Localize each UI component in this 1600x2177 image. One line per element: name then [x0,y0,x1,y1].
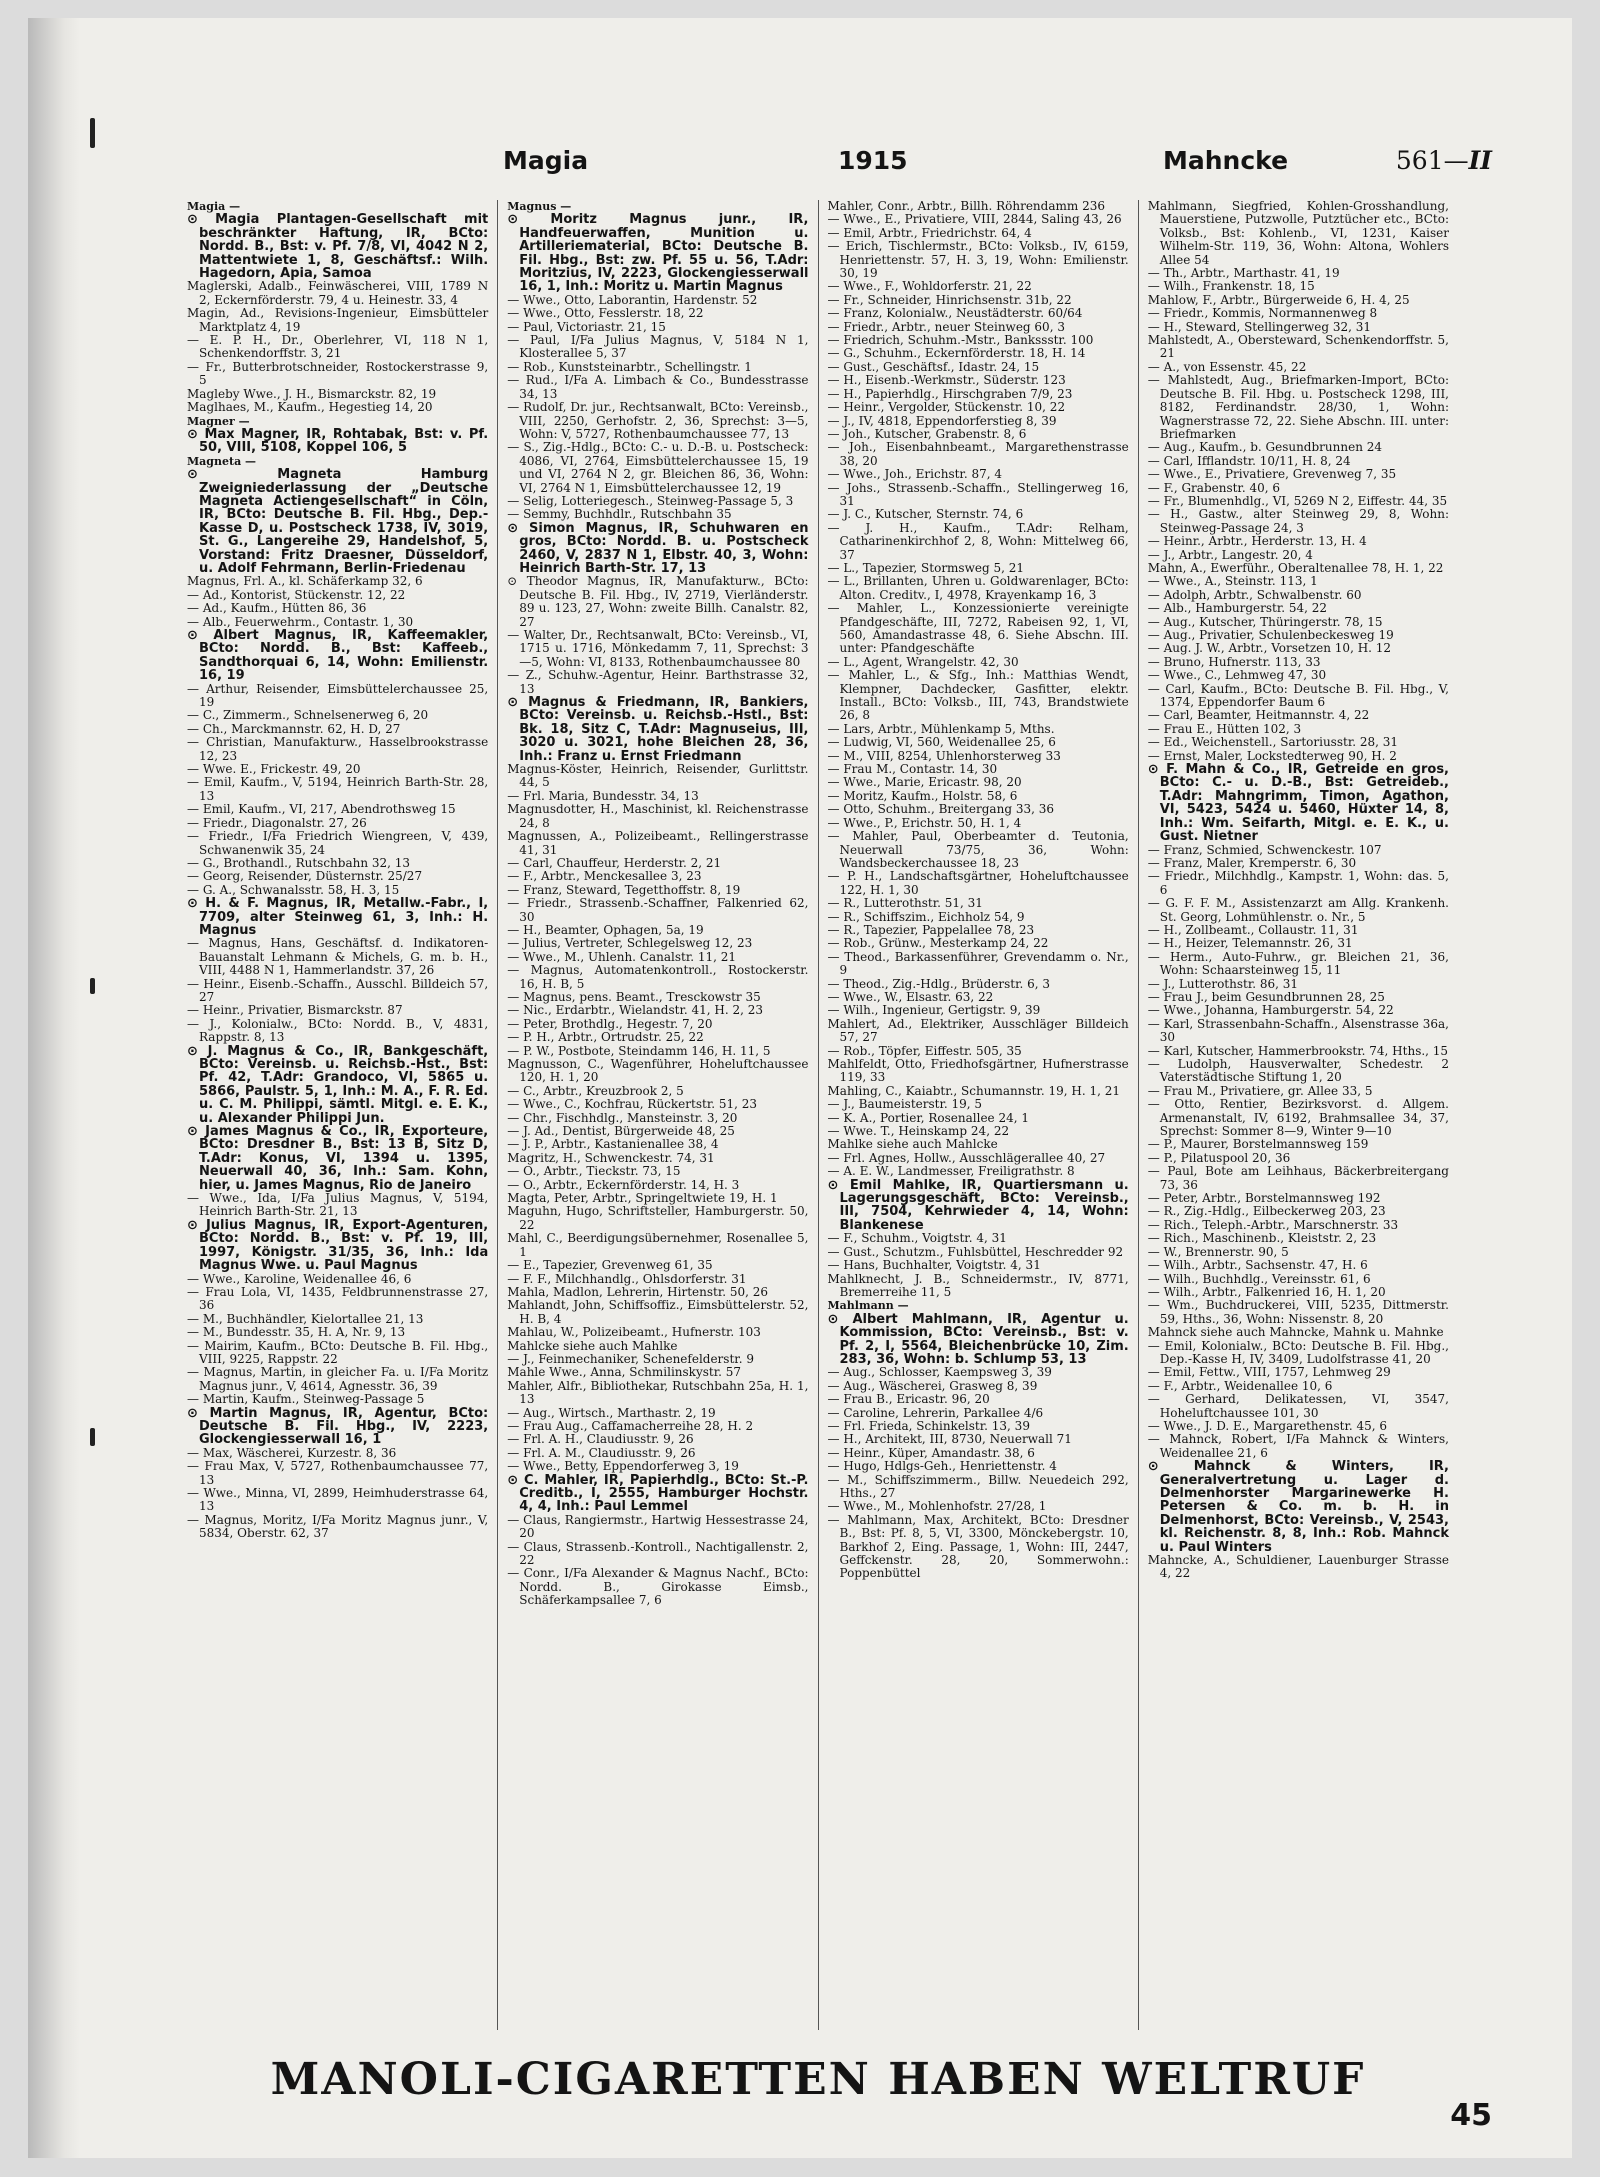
directory-entry: — Fr., Butterbrotschneider, Rostockerstrasse 9, 5 [187,359,489,388]
directory-entry: — Wilh., Arbtr., Falkenried 16, H. 1, 20 [1147,1284,1386,1299]
directory-entry: — G., Schuhm., Eckernförderstr. 18, H. 14 [827,346,1086,361]
directory-entry: — Heinr., Arbtr., Herderstr. 13, H. 4 [1147,534,1367,549]
directory-entry: — W., Brennerstr. 90, 5 [1147,1244,1289,1259]
directory-entry: — J., Baumeisterstr. 19, 5 [827,1097,983,1112]
firm-entry: ⊙ Magnus & Friedmann, IR, Bankiers, BCto: Vereinsb. u. Reichsb.-Hstl., Bst: Bk. 18, Sitz C, T.Adr: Magnuseius, III, 3020 u. 3021, hohe Bleichen 28, 36, Inh.: Franz u. Ernst Friedmann [507,695,809,764]
running-head [178,146,1492,186]
directory-entry: — J., Feinmechaniker, Schenefelderstr. 9 [507,1351,754,1366]
directory-entry: — Ad., Kaufm., Hütten 86, 36 [187,601,367,616]
directory-entry: — Frl. A. H., Claudiusstr. 9, 26 [507,1432,694,1447]
directory-entry: — Wwe., Otto, Laborantin, Hardenstr. 52 [507,292,758,307]
directory-entry: — Wwe., Ida, I/Fa Julius Magnus, V, 5194, Heinrich Barth-Str. 21, 13 [187,1191,489,1219]
directory-entry: Mahlandt, John, Schiffsoffiz., Eimsbüttelerstr. 52, H. B, 4 [507,1298,809,1326]
firm-entry: ⊙ J. Magnus & Co., IR, Bankgeschäft, BCto: Vereinsb. u. Reichsb.-Hst., Bst: Pf. 42, T.Adr: Grandoco, VI, 5865 u. 5866, Paulstr. 5, 1, Inh.: M. A., F. R. Ed. u. C. M. Philippi, sämtl. Mitgl. e. E. K., u. Alexander Philippi Jun. [187,1043,489,1126]
directory-entry: — Magnus, Hans, Geschäftsf. d. Indikatoren-Bauanstalt Lehmann & Michels, G. m. b. H., VIII, 4488 N 1, Hammerlandstr. 37, 26 [187,936,489,978]
firm-entry: ⊙ C. Mahler, IR, Papierhdlg., BCto: St.-P. Creditb., I, 2555, Hamburger Hochstr. 4, 4, Inh.: Paul Lemmel [507,1472,809,1515]
directory-entry: — Franz, Maler, Kremperstr. 6, 30 [1147,855,1357,870]
directory-entry: — Johs., Strassenb.-Schaffn., Stellingerweg 16, 31 [827,480,1129,508]
directory-entry: — F. F., Milchhandlg., Ohlsdorferstr. 31 [507,1271,747,1286]
directory-entry: — Martin, Kaufm., Steinweg-Passage 5 [187,1392,425,1407]
directory-entry: — Mahler, L., & Sfg., Inh.: Matthias Wendt, Klempner, Dachdecker, Gasfitter, elektr. Install., BCto: Volksb., III, 743, Brandstwiete 26, 8 [827,668,1129,723]
directory-entry: — Wwe., Betty, Eppendorferweg 3, 19 [507,1459,739,1474]
directory-entry: — Heinr., Eisenb.-Schaffn., Ausschl. Billdeich 57, 27 [187,976,489,1004]
directory-entry: — Wwe., F., Wohldorferstr. 21, 22 [827,279,1032,294]
directory-entry: Maglhaes, M., Kaufm., Hegestieg 14, 20 [187,400,433,415]
running-head-last-word: Mahncke [1163,146,1289,175]
directory-entry: — E. P. H., Dr., Oberlehrer, VI, 118 N 1, Schenkendorffstr. 3, 21 [187,333,489,361]
directory-entry: — J. C., Kutscher, Sternstr. 74, 6 [827,507,1024,522]
directory-entry: — H., Heizer, Telemannstr. 26, 31 [1147,936,1353,951]
directory-entry: Mahle Wwe., Anna, Schmilinskystr. 57 [507,1365,742,1380]
directory-entry: — Ludwig, VI, 560, Weidenallee 25, 6 [827,735,1056,750]
directory-entry: — S., Zig.-Hdlg., BCto: C.- u. D.-B. u. Postscheck: 4086, VI, 2764, Eimsbüttelerchaussee 15, 19 und VI, 2764 N 2, gr. Bleichen 86, 36, Wohn: VI, 2764 N 1, Eimsbüttelerchaussee 12, 19 [507,440,809,495]
directory-entry: — Wwe., Otto, Fesslerstr. 18, 22 [507,306,704,321]
directory-entry: — Frau Aug., Caffamacherreihe 28, H. 2 [507,1418,754,1433]
directory-entry: — Otto, Rentier, Bezirksvorst. d. Allgem. Armenanstalt, IV, 6192, Brahmsallee 34, 37, Sprechst: Sommer 8—9, Winter 9—10 [1147,1097,1449,1139]
directory-entry: — Mahnck, Robert, I/Fa Mahnck & Winters, Weidenallee 21, 6 [1147,1432,1449,1460]
directory-entry: — Arthur, Reisender, Eimsbüttelerchaussee 25, 19 [187,681,489,710]
directory-entry: — Theod., Barkassenführer, Grevendamm o. Nr., 9 [827,949,1129,978]
directory-entry: — Rich., Teleph.-Arbtr., Marschnerstr. 33 [1147,1217,1399,1232]
directory-entry: — Wilh., Ingenieur, Gertigstr. 9, 39 [827,1003,1041,1018]
directory-entry: — Peter, Arbtr., Borstelmannsweg 192 [1147,1191,1381,1206]
directory-entry: — C., Zimmerm., Schnelsenerweg 6, 20 [187,708,429,723]
directory-entry: — P. H., Landschaftsgärtner, Hoheluftchaussee 122, H. 1, 30 [827,869,1129,897]
directory-entry: — Peter, Brothdlg., Hegestr. 7, 20 [507,1016,713,1031]
directory-entry: — Frau E., Hütten 102, 3 [1147,721,1302,736]
directory-entry: Mahnck siehe auch Mahncke, Mahnk u. Mahnke [1147,1325,1444,1340]
directory-entry: — Z., Schuhw.-Agentur, Heinr. Barthstrasse 32, 13 [507,668,809,696]
page-binding-shadow [28,18,80,2158]
directory-entry: — Wwe., P., Erichstr. 50, H. 1, 4 [827,815,1022,830]
firm-entry: ⊙ Mahnck & Winters, IR, Generalvertretung u. Lager d. Delmenhorster Margarinewerke H. Petersen & Co. m. b. H. in Delmenhorst, BCto: Vereinsb., V, 2543, kl. Reichenstr. 8, 8, Inh.: Rob. Mahnck u. Paul Winters [1147,1459,1449,1555]
firm-entry: ⊙ Martin Magnus, IR, Agentur, BCto: Deutsche B. Fil. Hbg., IV, 2223, Glockengiesserwall 16, 1 [187,1405,489,1448]
directory-entry: — Aug., Kutscher, Thüringerstr. 78, 15 [1147,614,1383,629]
directory-entry: — Magnus, Automatenkontroll., Rostockerstr. 16, H. B, 5 [507,963,809,991]
directory-entry: Mahlmann, Siegfried, Kohlen-Grosshandlung, Mauerstiene, Putzwolle, Putztücher etc., BCto: Volksb., Bst: Kohlenb., VI, 1231, Kaiser Wilhelm-Str. 119, 36, Wohn: Altona, Wohlers Allee 54 [1147,200,1449,267]
directory-entry: — Carl, Ifflandstr. 10/11, H. 8, 24 [1147,453,1351,468]
directory-entry: — E., Tapezier, Grevenweg 61, 35 [507,1258,713,1273]
directory-entry: — Moritz, Kaufm., Holstr. 58, 6 [827,788,1018,803]
directory-entry: — Fr., Blumenhdlg., VI, 5269 N 2, Eiffestr. 44, 35 [1147,493,1448,508]
directory-entry: — Wwe., M., Mohlenhofstr. 27/28, 1 [827,1499,1047,1514]
directory-entry: — Mahlstedt, Aug., Briefmarken-Import, BCto: Deutsche B. Fil. Hbg. u. Postscheck 1298, III, 8182, Ferdinandstr. 28/30, 1, Wohn: Wagnerstrasse 72, 22. Siehe Abschn. III. unter: Briefmarken [1147,373,1449,441]
directory-entry: — R., Lutterothstr. 51, 31 [827,896,983,911]
directory-column-3 [819,200,1139,2030]
directory-entry: — Frau Max, V, 5727, Rothenbaumchaussee 77, 13 [187,1459,489,1487]
directory-entry: — Christian, Manufakturw., Hasselbrookstrasse 12, 23 [187,735,489,763]
directory-entry: — Frl. Frieda, Schinkelstr. 13, 39 [827,1418,1030,1433]
directory-entry: — Wwe., E., Privatiere, VIII, 2844, Saling 43, 26 [827,212,1122,227]
directory-entry: — L., Agent, Wrangelstr. 42, 30 [827,654,1019,669]
directory-entry: — Ed., Weichenstell., Sartoriusstr. 28, 31 [1147,735,1399,750]
directory-entry: Mahling, C., Kaiabtr., Schumannstr. 19, H. 1, 21 [827,1083,1120,1098]
page-number-part: II [1468,146,1492,175]
directory-entry: — Joh., Eisenbahnbeamt., Margarethenstrasse 38, 20 [827,440,1129,468]
directory-columns [178,200,1458,2030]
directory-entry: — Friedr., Diagonalstr. 27, 26 [187,815,367,830]
directory-entry: — Bruno, Hufnerstr. 113, 33 [1147,654,1321,669]
directory-entry: — M., Bundesstr. 35, H. A, Nr. 9, 13 [187,1325,406,1340]
directory-entry: — Frau M., Contastr. 14, 30 [827,762,998,777]
firm-entry: ⊙ Max Magner, IR, Rohtabak, Bst: v. Pf. 50, VIII, 5108, Koppel 106, 5 [187,426,489,456]
directory-entry: Mahlow, F., Arbtr., Bürgerweide 6, H. 4, 25 [1147,292,1410,307]
directory-entry: — Heinr., Privatier, Bismarckstr. 87 [187,1003,403,1018]
directory-entry: Mahlcke siehe auch Mahlke [507,1338,678,1353]
directory-entry: — Aug., Kaufm., b. Gesundbrunnen 24 [1147,440,1383,455]
directory-entry: — M., VIII, 8254, Uhlenhorsterweg 33 [827,748,1061,763]
running-head-year: 1915 [838,146,908,175]
directory-entry: — M., Schiffszimmerm., Billw. Neuedeich 292, Hths., 27 [827,1472,1129,1500]
directory-entry: — Friedr., Kommis, Normannenweg 8 [1147,306,1378,321]
directory-entry: — Ad., Kontorist, Stückenstr. 12, 22 [187,587,406,602]
directory-entry: — H., Steward, Stellingerweg 32, 31 [1147,319,1372,334]
directory-entry: — L., Tapezier, Stormsweg 5, 21 [827,560,1024,575]
directory-entry: — Wwe., M., Uhlenh. Canalstr. 11, 21 [507,949,737,964]
directory-entry: — Friedr., Arbtr., neuer Steinweg 60, 3 [827,319,1065,334]
directory-entry: — Franz, Schmied, Schwenckestr. 107 [1147,842,1382,857]
margin-mark [90,1428,95,1446]
directory-column-1 [178,200,498,2030]
directory-entry: — Friedr., Milchhdlg., Kampstr. 1, Wohn: das. 5, 6 [1147,869,1449,897]
directory-entry: — Karl, Kutscher, Hammerbrookstr. 74, Hths., 15 [1147,1043,1449,1058]
directory-entry: Mahl, C., Beerdigungsübernehmer, Rosenallee 5, 1 [507,1231,809,1259]
directory-entry: — Mairim, Kaufm., BCto: Deutsche B. Fil. Hbg., VIII, 9225, Rappstr. 22 [187,1338,489,1366]
directory-entry: — Carl, Beamter, Heitmannstr. 4, 22 [1147,708,1370,723]
advertisement-banner: MANOLI-CIGARETTEN HABEN WELTRUF [270,2054,1366,2105]
directory-entry: — J. P., Arbtr., Kastanienallee 38, 4 [507,1137,719,1152]
directory-entry: Maguhn, Hugo, Schriftsteller, Hamburgerstr. 50, 22 [507,1204,809,1232]
directory-entry: — Wwe., Marie, Ericastr. 98, 20 [827,775,1022,790]
directory-entry: — Frl. Maria, Bundesstr. 34, 13 [507,788,699,803]
directory-entry: — Frl. Agnes, Hollw., Ausschlägerallee 40, 27 [827,1150,1106,1165]
directory-entry: — Joh., Kutscher, Grabenstr. 8, 6 [827,426,1027,441]
directory-entry: — P., Maurer, Borstelmannsweg 159 [1147,1137,1369,1152]
directory-entry: — Magnus, pens. Beamt., Tresckowstr 35 [507,989,761,1004]
directory-entry: — Mahler, Paul, Oberbeamter d. Teutonia, Neuerwall 73/75, 36, Wohn: Wandsbeckerchaussee 18, 23 [827,829,1129,870]
section-heading: Magia — [187,200,241,213]
directory-entry: — H., Gastw., alter Steinweg 29, 8, Wohn: Steinweg-Passage 24, 3 [1147,507,1449,535]
directory-entry: Maglerski, Adalb., Feinwäscherei, VIII, 1789 N 2, Eckernförderstr. 79, 4 u. Heinestr. 33, 4 [187,279,489,307]
directory-entry: — H., Zollbeamt., Collaustr. 11, 31 [1147,922,1359,937]
directory-entry: — Georg, Reisender, Düsternstr. 25/27 [187,869,423,884]
directory-entry: — O., Arbtr., Tieckstr. 73, 15 [507,1164,681,1179]
directory-entry: — Wilh., Frankenstr. 18, 15 [1147,279,1315,294]
directory-entry: — Rud., I/Fa A. Limbach & Co., Bundesstrasse 34, 13 [507,373,809,401]
directory-entry: Magritz, H., Schwenckestr. 74, 31 [507,1150,715,1165]
directory-entry: — P. H., Arbtr., Ortrudstr. 25, 22 [507,1030,704,1045]
directory-entry: Mahlstedt, A., Obersteward, Schenkendorffstr. 5, 21 [1147,333,1449,361]
directory-entry: — Wwe., Minna, VI, 2899, Heimhuderstrasse 64, 13 [187,1486,489,1514]
directory-entry: Mahlert, Ad., Elektriker, Ausschläger Billdeich 57, 27 [827,1016,1129,1045]
directory-entry: — Friedr., I/Fa Friedrich Wiengreen, V, 439, Schwanenwik 35, 24 [187,829,489,857]
directory-entry: — Wm., Buchdruckerei, VIII, 5235, Dittmerstr. 59, Hths., 36, Wohn: Nissenstr. 8, 20 [1147,1298,1449,1326]
directory-entry: — Theod., Zig.-Hdlg., Brüderstr. 6, 3 [827,976,1051,991]
directory-entry: — P., Pilatuspool 20, 36 [1147,1150,1291,1165]
directory-entry: — Wwe., C., Lehmweg 47, 30 [1147,668,1327,683]
firm-entry: ⊙ F. Mahn & Co., IR, Getreide en gros, BCto: C.- u. D.-B., Bst: Getreideb., T.Adr: Mahngrimm, Timon, Agathon, VI, 5423, 5424 u. 5460, Hüxter 14, 8, Inh.: Wm. Seifarth, Mitgl. e. E. K., u. Gust. Nietner [1147,762,1449,845]
directory-entry: — Otto, Schuhm., Breitergang 33, 36 [827,802,1054,817]
directory-entry: — Rob., Töpfer, Eiffestr. 505, 35 [827,1043,1022,1058]
directory-entry: — Emil, Fettw., VIII, 1757, Lehmweg 29 [1147,1365,1391,1380]
directory-entry: — Carl, Chauffeur, Herderstr. 2, 21 [507,855,722,870]
page-number [1396,146,1492,175]
directory-entry: — Nic., Erdarbtr., Wielandstr. 41, H. 2, 23 [507,1003,764,1018]
directory-entry: — Gust., Geschäftsf., Idastr. 24, 15 [827,359,1040,374]
directory-entry: Magnusdotter, H., Maschinist, kl. Reichenstrasse 24, 8 [507,802,809,830]
directory-entry: — Wilh., Arbtr., Sachsenstr. 47, H. 6 [1147,1258,1368,1273]
directory-entry: — Th., Arbtr., Marthastr. 41, 19 [1147,266,1340,281]
directory-entry: — Chr., Fischhdlg., Mansteinstr. 3, 20 [507,1110,738,1125]
directory-entry: — M., Buchhändler, Kielortallee 21, 13 [187,1311,424,1326]
firm-entry: ⊙ Albert Magnus, IR, Kaffeemakler, BCto: Nordd. B., Bst: Kaffeeb., Sandthorquai 6, 14, Wohn: Emilienstr. 16, 19 [187,628,489,684]
directory-entry: — Frl. A. M., Claudiusstr. 9, 26 [507,1445,696,1460]
firm-entry: ⊙ Magia Plantagen-Gesellschaft mit beschränkter Haftung, IR, BCto: Nordd. B., Bst: v. Pf. 7/8, VI, 4042 N 2, Mattentwiete 1, 8, Geschäftsf.: Wilh. Hagedorn, Apia, Samoa [187,212,489,282]
directory-entry: — J. H., Kaufm., T.Adr: Relham, Catharinenkirchhof 2, 8, Wohn: Mittelweg 66, 37 [827,520,1129,562]
directory-entry: — Emil, Kolonialw., BCto: Deutsche B. Fil. Hbg., Dep.-Kasse H, IV, 3409, Ludolfstrasse 41, 20 [1147,1338,1449,1366]
directory-entry: — Franz, Kolonialw., Neustädterstr. 60/64 [827,306,1083,321]
directory-entry: — Alb., Hamburgerstr. 54, 22 [1147,601,1328,616]
directory-entry: — H., Beamter, Ophagen, 5a, 19 [507,922,704,937]
firm-entry: ⊙ Simon Magnus, IR, Schuhwaren en gros, BCto: Nordd. B. u. Postscheck 2460, V, 2837 N 1, Elbstr. 40, 3, Wohn: Heinrich Barth-Str. 17, 13 [507,520,809,576]
directory-entry: Mahlknecht, J. B., Schneidermstr., IV, 8771, Bremerreihe 11, 5 [827,1271,1129,1299]
directory-entry: — R., Zig.-Hdlg., Eilbeckerweg 203, 23 [1147,1204,1386,1219]
directory-entry: — Hugo, Hdlgs-Geh., Henriettenstr. 4 [827,1459,1057,1474]
directory-entry: — Walter, Dr., Rechtsanwalt, BCto: Vereinsb., VI, 1715 u. 1716, Mönkedamm 7, 11, Sprechst: 3—5, Wohn: VI, 8133, Rothenbaumchaussee 80 [507,628,809,669]
directory-entry: — Julius, Vertreter, Schlegelsweg 12, 23 [507,936,753,951]
firm-entry: ⊙ Julius Magnus, IR, Export-Agenturen, BCto: Nordd. B., Bst: v. Pf. 19, III, 1997, Königstr. 31/35, 36, Inh.: Ida Magnus Wwe. u. Paul Magnus [187,1217,489,1274]
directory-entry: — K. A., Portier, Rosenallee 24, 1 [827,1110,1030,1125]
directory-entry: — Frau M., Privatiere, gr. Allee 33, 5 [1147,1083,1373,1098]
directory-entry: — J., Arbtr., Langestr. 20, 4 [1147,547,1313,562]
directory-entry: — Magnus, Martin, in gleicher Fa. u. I/Fa Moritz Magnus junr., V, 4614, Agnesstr. 36, 39 [187,1365,489,1393]
directory-entry: Mahn, A., Ewerführ., Oberaltenallee 78, H. 1, 22 [1147,560,1444,575]
directory-entry: Magleby Wwe., J. H., Bismarckstr. 82, 19 [187,386,437,401]
directory-entry: — Selig, Lotteriegesch., Steinweg-Passage 5, 3 [507,493,794,508]
directory-entry: — P. W., Postbote, Steindamm 146, H. 11, 5 [507,1043,771,1058]
directory-entry: — Hans, Buchhalter, Voigtstr. 4, 31 [827,1258,1041,1273]
firm-entry: ⊙ Albert Mahlmann, IR, Agentur u. Kommission, BCto: Vereinsb., Bst: v. Pf. 2, I, 5564, Bleichenbrücke 10, Zim. 283, 36, Wohn: b. Schlump 53, 13 [827,1311,1129,1367]
directory-entry: ⊙ Theodor Magnus, IR, Manufakturw., BCto: Deutsche B. Fil. Hbg., IV, 2719, Vierländerstr. 89 u. 123, 27, Wohn: zweite Billh. Canalstr. 82, 27 [507,574,809,629]
section-heading: Magnus — [507,200,572,213]
directory-entry: Mahlke siehe auch Mahlcke [827,1137,998,1152]
directory-entry: Magnus, Frl. A., kl. Schäferkamp 32, 6 [187,574,423,589]
directory-entry: Magnus-Köster, Heinrich, Reisender, Gurlittstr. 44, 5 [507,762,809,790]
directory-entry: Magnussen, A., Polizeibeamt., Rellingerstrasse 41, 31 [507,829,809,857]
directory-entry: — O., Arbtr., Eckernförderstr. 14, H. 3 [507,1177,740,1192]
page-number-value: 561— [1395,146,1469,175]
directory-entry: — Rob., Grünw., Mesterkamp 24, 22 [827,936,1049,951]
directory-entry: — G. F. F. M., Assistenzarzt am Allg. Krankenh. St. Georg, Lohmühlenstr. o. Nr., 5 [1147,896,1449,924]
directory-entry: — Wwe., C., Kochfrau, Rückertstr. 51, 23 [507,1097,758,1112]
directory-entry: — Gust., Schutzm., Fuhlsbüttel, Heschredder 92 [827,1244,1124,1259]
directory-entry: — G. A., Schwanalsstr. 58, H. 3, 15 [187,882,400,897]
section-heading: Magneta — [187,454,257,468]
directory-entry: — Wwe., Joh., Erichstr. 87, 4 [827,467,1003,482]
firm-entry: ⊙ H. & F. Magnus, IR, Metallw.-Fabr., I, 7709, alter Steinweg 61, 3, Inh.: H. Magnus [187,896,489,938]
section-heading: Mahlmann — [827,1299,909,1313]
directory-entry: — F., Arbtr., Menckesallee 3, 23 [507,869,702,884]
directory-entry: Magta, Peter, Arbtr., Springeltwiete 19, H. 1 [507,1191,778,1206]
margin-mark [90,978,95,994]
directory-entry: Magnusson, C., Wagenführer, Hoheluftchaussee 120, H. 1, 20 [507,1057,809,1085]
directory-entry: — Friedr., Strassenb.-Schaffner, Falkenried 62, 30 [507,896,809,924]
section-heading: Magner — [187,414,250,428]
directory-entry: — Alb., Feuerwehrm., Contastr. 1, 30 [187,614,414,629]
directory-entry: — Friedrich, Schuhm.-Mstr., Bankssstr. 100 [827,333,1094,348]
directory-entry: — G., Brothandl., Rutschbahn 32, 13 [187,855,411,870]
directory-entry: — Wwe., Johanna, Hamburgerstr. 54, 22 [1147,1003,1394,1018]
directory-entry: — Paul, I/Fa Julius Magnus, V, 5184 N 1, Klosterallee 5, 37 [507,333,809,361]
directory-entry: — Aug., Wäscherei, Grasweg 8, 39 [827,1378,1038,1393]
directory-entry: — Gerhard, Delikatessen, VI, 3547, Hoheluftchaussee 101, 30 [1147,1392,1449,1420]
directory-entry: — Herm., Auto-Fuhrw., gr. Bleichen 21, 36, Wohn: Schaarsteinweg 15, 11 [1147,949,1449,978]
directory-entry: — Wwe., W., Elsastr. 63, 22 [827,989,994,1004]
directory-entry: — Rudolf, Dr. jur., Rechtsanwalt, BCto: Vereinsb., VIII, 2250, Gerhofstr. 2, 36, Sprechst: 3—5, Wohn: V, 5727, Rothenbaumchaussee 77, 13 [507,400,809,441]
directory-entry: — Wilh., Buchhdlg., Vereinsstr. 61, 6 [1147,1271,1371,1286]
directory-entry: — Karl, Strassenbahn-Schaffn., Alsenstrasse 36a, 30 [1147,1016,1449,1045]
directory-entry: — Franz, Steward, Tegetthoffstr. 8, 19 [507,882,741,897]
directory-entry: — Rob., Kunststeinarbtr., Schellingstr. 1 [507,359,752,374]
directory-entry: — Emil, Arbtr., Friedrichstr. 64, 4 [827,225,1032,240]
directory-entry: — Frau J., beim Gesundbrunnen 28, 25 [1147,989,1385,1004]
margin-mark [90,118,95,148]
firm-entry: ⊙ Moritz Magnus junr., IR, Handfeuerwaffen, Munition u. Artilleriematerial, BCto: Deutsche B. Fil. Hbg., Bst: zw. Pf. 55 u. 56, T.Adr: Moritzius, IV, 2223, Glockengiesserwall 16, 1, Inh.: Moritz u. Martin Magnus [507,212,809,295]
running-head-first-word: Magia [503,146,589,175]
firm-entry: ⊙ James Magnus & Co., IR, Exporteure, BCto: Dresdner B., Bst: 13 B, Sitz D, T.Adr: Konus, VI, 1394 u. 1395, Neuerwall 40, 36, Inh.: Sam. Kohn, hier, u. James Magnus, Rio de Janeiro [187,1124,489,1193]
directory-entry: — Mahler, L., Konzessionierte vereinigte Pfandgeschäfte, III, 7272, Rabeisen 92, 1, VI, 560, Amandastrasse 48, 6. Siehe Abschn. III. unter: Pfandgeschäfte [827,601,1129,656]
directory-entry: — R., Tapezier, Pappelallee 78, 23 [827,922,1035,937]
directory-entry: — Carl, Kaufm., BCto: Deutsche B. Fil. Hbg., V, 1374, Eppendorfer Baum 6 [1147,681,1449,710]
directory-entry: — Wwe. E., Frickestr. 49, 20 [187,762,361,777]
directory-entry: — H., Architekt, III, 8730, Neuerwall 71 [827,1432,1072,1447]
directory-entry: — R., Schiffszim., Eichholz 54, 9 [827,909,1025,924]
directory-entry: — Erich, Tischlermstr., BCto: Volksb., IV, 6159, Henriettenstr. 57, H. 3, 19, Wohn: Emilienstr. 30, 19 [827,239,1129,281]
directory-entry: — J., Lutterothstr. 86, 31 [1147,976,1299,991]
directory-entry: — Heinr., Vergolder, Stückenstr. 10, 22 [827,400,1066,415]
directory-entry: — Ch., Marckmannstr. 62, H. D, 27 [187,721,401,736]
directory-entry: — Claus, Strassenb.-Kontroll., Nachtigallenstr. 2, 22 [507,1539,809,1568]
directory-entry: — Fr., Schneider, Hinrichsenstr. 31b, 22 [827,292,1072,307]
directory-entry: — Paul, Bote am Leihhaus, Bäckerbreitergang 73, 36 [1147,1164,1449,1192]
firm-entry: ⊙ Emil Mahlke, IR, Quartiersmann u. Lagerungsgeschäft, BCto: Vereinsb., III, 7504, Kehrwieder 4, 14, Wohn: Blankenese [827,1177,1129,1233]
directory-entry: — Conr., I/Fa Alexander & Magnus Nachf., BCto: Nordd. B., Girokasse Eimsb., Schäferkampsallee 7, 6 [507,1566,809,1608]
directory-entry: Mahncke, A., Schuldiener, Lauenburger Strasse 4, 22 [1147,1553,1449,1581]
directory-entry: — A. E. W., Landmesser, Freiligrathstr. 8 [827,1164,1075,1179]
directory-entry: — Mahlmann, Max, Architekt, BCto: Dresdner B., Bst: Pf. 8, 5, VI, 3300, Mönckebergstr. 10, Barkhof 2, Eing. Passage, 1, Wohn: III, 2447, Geffckenstr. 28, 20, Sommerwohn.: Poppenbüttel [827,1512,1129,1581]
directory-entry: — C., Arbtr., Kreuzbrook 2, 5 [507,1083,684,1098]
firm-entry: ⊙ Magneta Hamburg Zweigniederlassung der „Deutsche Magneta Actiengesellschaft“ in Cöln, IR, BCto: Deutsche B. Fil. Hbg., Dep.-Kasse D, u. Postscheck 1738, IV, 3019, St. G., Langereihe 29, Handelshof, 5, Vorstand: Fritz Draesner, Düsseldorf, u. Adolf Fehrmann, Berlin-Friedenau [187,467,489,576]
directory-entry: Mahler, Conr., Arbtr., Billh. Röhrendamm 236 [827,200,1105,213]
directory-entry: — F., Grabenstr. 40, 6 [1147,480,1281,495]
sheet-number: 45 [1450,2098,1492,2133]
directory-entry: Mahlau, W., Polizeibeamt., Hufnerstr. 103 [507,1325,761,1340]
directory-entry: — Aug., Wirtsch., Marthastr. 2, 19 [507,1405,716,1420]
directory-page [28,18,1572,2158]
directory-entry: — H., Eisenb.-Werkmstr., Süderstr. 123 [827,373,1066,388]
directory-entry: Mahlfeldt, Otto, Friedhofsgärtner, Hufnerstrasse 119, 33 [827,1057,1129,1085]
directory-entry: — Rich., Maschinenb., Kleiststr. 2, 23 [1147,1231,1377,1246]
directory-entry: — Wwe., Karoline, Weidenallee 46, 6 [187,1271,412,1286]
directory-column-4 [1139,200,1458,2030]
directory-entry: Mahler, Alfr., Bibliothekar, Rutschbahn 25a, H. 1, 13 [507,1378,809,1407]
directory-entry: — Adolph, Arbtr., Schwalbenstr. 60 [1147,587,1362,602]
directory-entry: — Aug., Privatier, Schulenbeckesweg 19 [1147,628,1394,642]
directory-entry: — Wwe. T., Heinskamp 24, 22 [827,1124,1010,1139]
directory-entry: — Max, Wäscherei, Kurzestr. 8, 36 [187,1445,397,1460]
directory-entry: Magin, Ad., Revisions-Ingenieur, Eimsbütteler Marktplatz 4, 19 [187,306,489,334]
directory-entry: — J., Kolonialw., BCto: Nordd. B., V, 4831, Rappstr. 8, 13 [187,1016,489,1045]
directory-entry: — J. Ad., Dentist, Bürgerweide 48, 25 [507,1124,735,1139]
directory-entry: — Semmy, Buchhdlr., Rutschbahn 35 [507,507,732,522]
directory-entry: — Magnus, Moritz, I/Fa Moritz Magnus junr., V, 5834, Oberstr. 62, 37 [187,1512,489,1541]
directory-entry: — Caroline, Lehrerin, Parkallee 4/6 [827,1405,1044,1420]
directory-entry: — Emil, Kaufm., VI, 217, Abendrothsweg 15 [187,802,456,817]
directory-entry: — Heinr., Küper, Amandastr. 38, 6 [827,1445,1035,1460]
directory-entry: — Ernst, Maler, Lockstedterweg 90, H. 2 [1147,748,1397,763]
directory-entry: — A., von Essenstr. 45, 22 [1147,359,1307,374]
directory-entry: — Emil, Kaufm., V, 5194, Heinrich Barth-Str. 28, 13 [187,775,489,803]
directory-entry: — Lars, Arbtr., Mühlenkamp 5, Mths. [827,721,1055,736]
directory-entry: — F., Arbtr., Weidenallee 10, 6 [1147,1378,1333,1393]
directory-entry: — J., IV, 4818, Eppendorferstieg 8, 39 [827,413,1057,428]
directory-entry: — L., Brillanten, Uhren u. Goldwarenlager, BCto: Alton. Creditv., I, 4978, Krayenkamp 16, 3 [827,574,1129,602]
directory-entry: — Frau Lola, VI, 1435, Feldbrunnenstrasse 27, 36 [187,1284,489,1313]
directory-entry: Mahla, Madlon, Lehrerin, Hirtenstr. 50, 26 [507,1284,769,1299]
directory-entry: — Aug. J. W., Arbtr., Vorsetzen 10, H. 12 [1147,641,1392,656]
directory-entry: — Wwe., A., Steinstr. 113, 1 [1147,574,1318,589]
directory-entry: — Paul, Victoriastr. 21, 15 [507,319,666,334]
directory-entry: — F., Schuhm., Voigtstr. 4, 31 [827,1231,1007,1246]
directory-entry: — Frau B., Ericastr. 96, 20 [827,1392,990,1407]
directory-column-2 [498,200,818,2030]
directory-entry: — Aug., Schlosser, Kaempsweg 3, 39 [827,1365,1052,1380]
directory-entry: — Claus, Rangiermstr., Hartwig Hessestrasse 24, 20 [507,1512,809,1541]
directory-entry: — Wwe., E., Privatiere, Grevenweg 7, 35 [1147,467,1397,482]
directory-entry: — H., Papierhdlg., Hirschgraben 7/9, 23 [827,386,1073,401]
directory-entry: — Ludolph, Hausverwalter, Schedestr. 2 Vaterstädtische Stiftung 1, 20 [1147,1057,1449,1085]
directory-entry: — Wwe., J. D. E., Margarethenstr. 45, 6 [1147,1418,1388,1433]
